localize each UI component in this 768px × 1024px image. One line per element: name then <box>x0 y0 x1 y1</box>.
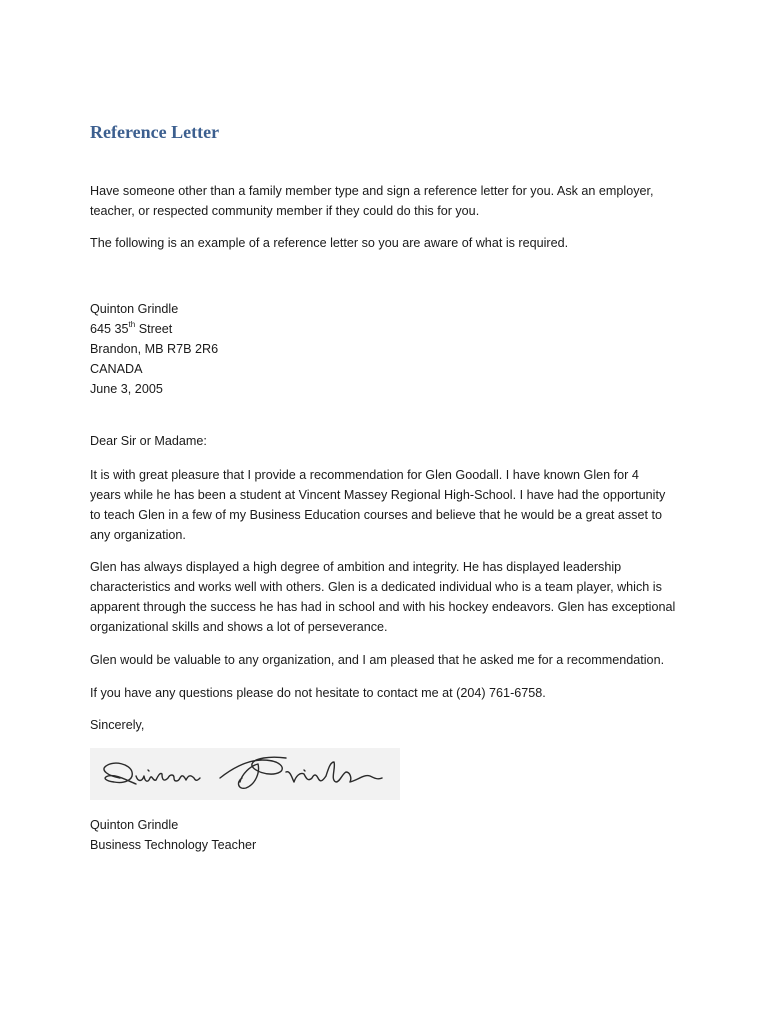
paragraph-1-line-1: It is with great pleasure that I provide a recommendation for Glen Goodall. I have known Glen for 4 <box>90 468 639 482</box>
paragraph-1-line-4: any organization. <box>90 528 186 542</box>
paragraph-4: If you have any questions please do not hesitate to contact me at (204) 761-6758. <box>90 686 546 700</box>
intro-line-2: teacher, or respected community member if they could do this for you. <box>90 204 480 218</box>
sender-country: CANADA <box>90 362 143 376</box>
street-suffix: th <box>128 319 136 329</box>
signature-drawing <box>90 748 400 800</box>
paragraph-2-line-3: apparent through the success he has had in school and with his hockey endeavors. Glen has exceptional <box>90 600 676 614</box>
closing: Sincerely, <box>90 718 145 732</box>
sender-street <box>90 319 172 339</box>
paragraph-2-line-1: Glen has always displayed a high degree of ambition and integrity. He has displayed leadership <box>90 560 622 574</box>
page-title: Reference Letter <box>90 122 220 142</box>
salutation: Dear Sir or Madame: <box>90 434 207 448</box>
handwritten-signature <box>90 748 400 800</box>
paragraph-3: Glen would be valuable to any organization, and I am pleased that he asked me for a recommendation. <box>90 653 665 667</box>
paragraph-2-line-2: characteristics and works well with others. Glen is a dedicated individual who is a team player, which is <box>90 580 662 594</box>
letter-date: June 3, 2005 <box>90 382 163 396</box>
street-name: Street <box>135 322 173 336</box>
paragraph-1-line-2: years while he has been a student at Vincent Massey Regional High-School. I have had the opportunity <box>90 488 666 502</box>
paragraph-1-line-3: to teach Glen in a few of my Business Education courses and believe that he would be a great asset to <box>90 508 662 522</box>
sender-name: Quinton Grindle <box>90 302 179 316</box>
intro-line-1: Have someone other than a family member type and sign a reference letter for you. Ask an employer, <box>90 184 654 198</box>
signature-position: Business Technology Teacher <box>90 838 257 852</box>
street-number: 645 35 <box>90 322 129 336</box>
signature-name: Quinton Grindle <box>90 818 179 832</box>
sender-city: Brandon, MB R7B 2R6 <box>90 342 219 356</box>
intro-paragraph-2: The following is an example of a reference letter so you are aware of what is required. <box>90 236 569 250</box>
paragraph-2-line-4: organizational skills and shows a lot of perseverance. <box>90 620 388 634</box>
